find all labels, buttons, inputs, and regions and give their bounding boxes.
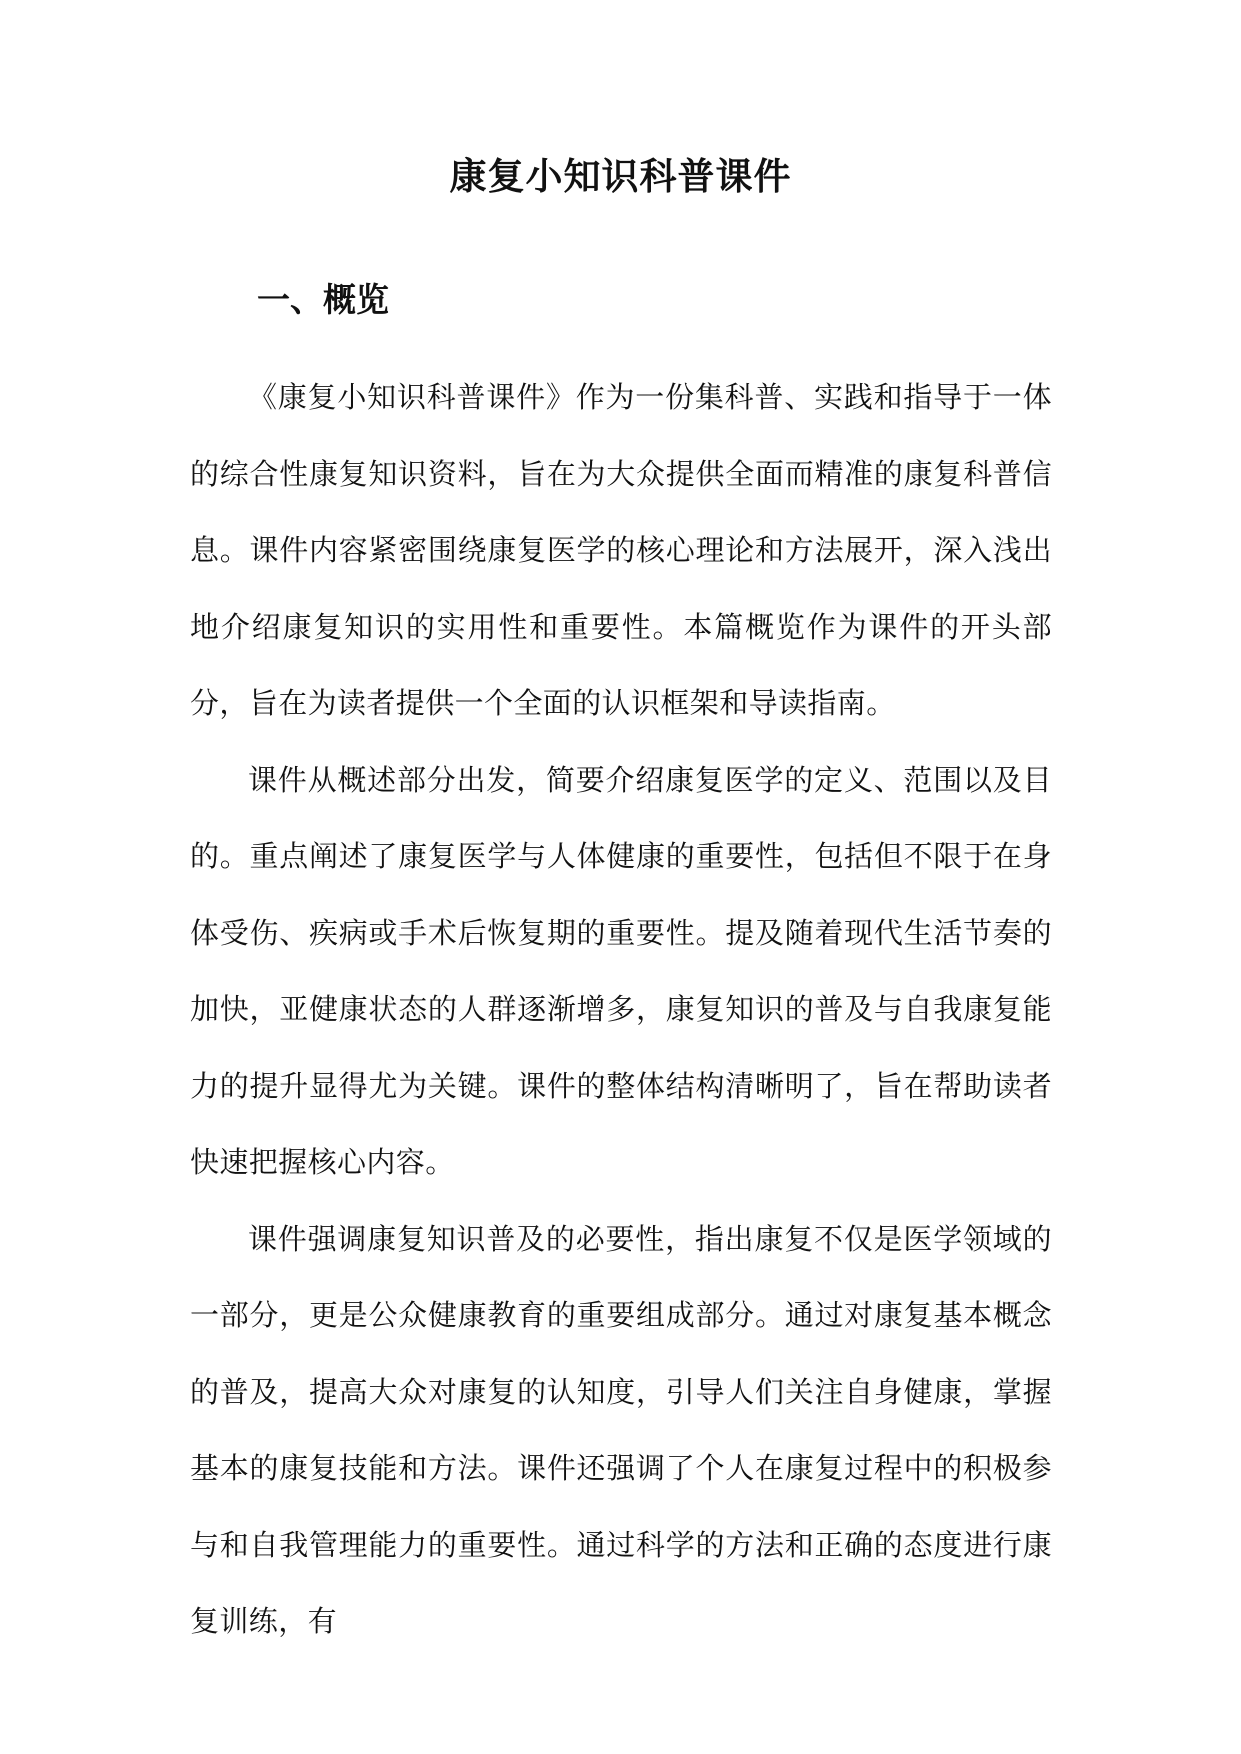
document-body [190,359,1052,1660]
document-title: 康复小知识科普课件 [449,154,792,198]
section-heading: 一、概览 [257,280,389,319]
paragraph-1: 《康复小知识科普课件》作为一份集科普、实践和指导于一体的综合性康复知识资料，旨在为大众提供全面而精准的康复科普信息。课件内容紧密围绕康复医学的核心理论和方法展开，深入浅出地介绍康复知识的实用性和重要性。本篇概览作为课件的开头部分，旨在为读者提供一个全面的认识框架和导读指南。 [190,380,1052,720]
paragraph-2: 课件从概述部分出发，简要介绍康复医学的定义、范围以及目的。重点阐述了康复医学与人体健康的重要性，包括但不限于在身体受伤、疾病或手术后恢复期的重要性。提及随着现代生活节奏的加快，亚健康状态的人群逐渐增多，康复知识的普及与自我康复能力的提升显得尤为关键。课件的整体结构清晰明了，旨在帮助读者快速把握核心内容。 [190,762,1052,1179]
paragraph-3: 课件强调康复知识普及的必要性，指出康复不仅是医学领域的一部分，更是公众健康教育的重要组成部分。通过对康复基本概念的普及，提高大众对康复的认知度，引导人们关注自身健康，掌握基本的康复技能和方法。课件还强调了个人在康复过程中的积极参与和自我管理能力的重要性。通过科学的方法和正确的态度进行康复训练，有 [190,1221,1052,1638]
